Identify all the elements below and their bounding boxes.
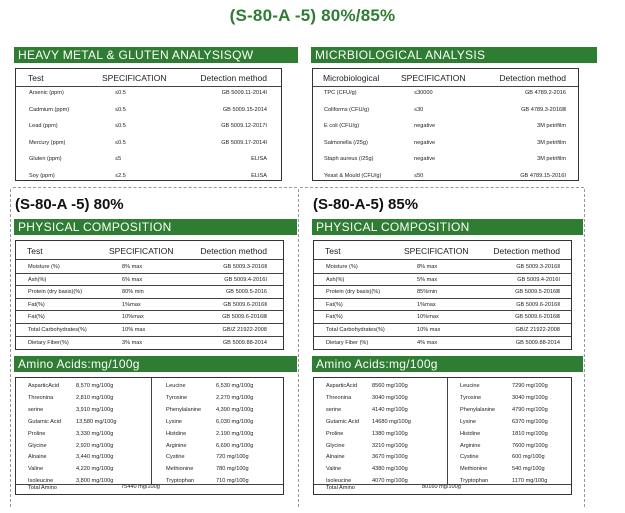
amino-column-divider [151,378,152,484]
table-row-test: Moisture (%) [326,264,358,270]
table-row-test: Dietary Fiber (%) [326,339,369,346]
table-row-spec: 80% min [122,289,144,296]
amino-acid-name: Isoleucine [28,478,54,485]
table-row-spec: 5% max [417,276,438,283]
amino-acid-value: 8560 mg/100g [372,383,408,389]
table-row-method: GB 5009.88-2014 [222,339,267,346]
amino-acid-name: Histdine [166,430,187,437]
amino-acid-value: 6,690 mg/100g [216,442,254,449]
amino-acid-value: 13,580 mg/100g [76,418,117,425]
amino-acid-name: Cystine [166,454,185,461]
table-row-spec: 10% max [417,327,441,333]
table-row-test: Moisture (%) [28,264,60,270]
table-row-test: Fat(%) [326,301,343,308]
table-row-test: Cadmium (ppm) [29,106,70,113]
amino-acid-name: Gutamic Acid [326,418,359,425]
table-row-method: GB 4789.3-2016Ⅲ [521,106,566,113]
table-row-method: GB 5009.3-2016Ⅱ [223,264,267,270]
table-row-method: GB 5009.6-2016Ⅱ [516,301,560,308]
table-row-spec: ≤2.5 [115,172,126,179]
table-row-spec: ≤0.5 [115,106,126,113]
amino-acid-name: Arginine [460,442,481,449]
total-amino-label: Total Amino [326,485,355,491]
amino-acid-value: 3,440 mg/100g [76,454,114,461]
table-row-test: Total Carbohydrates(%) [28,327,87,333]
amino-acid-value: 3040 mg/100g [512,394,548,401]
table-row-method: GB 5009.12-2017Ⅰ [221,123,267,129]
table-row-test: Coliforms (CFU/g) [324,106,370,113]
total-amino-value: 75440 mg/100g [121,484,160,490]
col-header-detection-method: Detection method [493,246,560,256]
table-row-spec: 4% max [417,339,438,346]
amino-acid-value: 14680 mg/100g [372,418,411,425]
table-row-spec: ≤0.5 [115,90,126,96]
amino-acid-value: 4,390 mg/100g [216,406,254,413]
table-row-test: Dietary Fiber(%) [28,339,69,346]
table-row-method: 3M petrifilm [537,123,566,129]
col-header-test: Test [28,73,44,83]
table-row-test: Staph aureus (/25g) [324,156,374,162]
amino-acid-value: 780 mg/100g [216,466,249,473]
right-subtitle: (S-80-A-5) 85% [313,196,419,213]
table-row-test: Ash(%) [28,276,47,283]
row-divider [16,310,283,311]
col-header-detection-method: Detection method [200,246,267,256]
row-divider [16,336,283,337]
amino-acid-name: Cystine [460,454,479,461]
right-physical-table [313,240,572,350]
amino-acid-name: Proline [326,430,344,437]
col-header-detection-method: Detection method [499,73,566,83]
row-divider [314,323,571,324]
amino-acid-name: Leucine [460,383,480,389]
amino-acid-value: 1170 mg/100g [512,478,548,485]
table-row-method: GB 5009.6-2016Ⅱ [223,301,267,308]
table-row-method: GB/Z 21922-2008 [515,327,560,333]
table-row-spec: 8% max [122,264,143,270]
header-divider [313,86,578,87]
col-header-test: Test [27,246,43,256]
amino-acid-value: 710 mg/100g [216,478,249,485]
amino-acid-value: 6370 mg/100g [512,418,548,425]
table-row-spec: ≤5 [115,156,122,162]
table-row-spec: 10%max [417,314,439,321]
table-row-test: Total Carbohydrates(%) [326,327,385,333]
col-header-specification: SPECIFICATION [404,246,469,256]
left-physical-table [15,240,284,350]
table-row-spec: negative [414,123,436,129]
table-row-test: Fat(%) [28,314,45,321]
table-row-test: Fat(%) [28,301,45,308]
table-row-test: Ash(%) [326,276,345,283]
amino-acid-name: AsparticAcid [28,383,60,389]
dashed-border-left [10,189,11,507]
table-row-spec: 8% max [417,264,438,270]
amino-acid-name: Alnaine [28,454,47,461]
amino-acid-name: Methionine [166,466,194,473]
table-row-method: GB 4789.2-2016 [524,90,566,96]
row-divider [16,285,283,286]
table-row-method: GB 5009.6-2016Ⅲ [515,314,560,321]
amino-acid-value: 7600 mg/100g [512,442,548,449]
amino-acid-value: 4,220 mg/100g [76,466,114,473]
amino-acid-name: serine [28,406,44,413]
table-row-method: ELISA [251,172,267,179]
amino-acid-value: 2,270 mg/100g [216,394,254,401]
amino-acid-value: 2,810 mg/100g [76,394,114,401]
table-row-test: Arsenic (ppm) [29,90,64,96]
row-divider [16,298,283,299]
header-divider [16,259,283,260]
table-row-method: GB 5009.5-2016Ⅲ [515,289,560,296]
amino-acid-name: Lysine [166,418,182,425]
amino-acid-name: Glycine [28,442,47,449]
amino-acid-name: Alnaine [326,454,345,461]
amino-acid-value: 3670 mg/100g [372,454,408,461]
right-physical-bar: PHYSICAL COMPOSITION [312,219,583,235]
table-row-test: E coli (CFU/g) [324,123,360,129]
amino-acid-value: 3,330 mg/100g [76,430,114,437]
table-row-method: 3M petrifilm [537,139,566,146]
header-divider [314,259,571,260]
amino-acid-name: Tyrosine [166,394,188,401]
table-row-test: Salmonella (/25g) [324,139,368,146]
amino-acid-value: 8,570 mg/100g [76,383,114,389]
table-row-test: Mercury (ppm) [29,139,66,146]
row-divider [314,336,571,337]
amino-acid-name: Tyrosine [460,394,482,401]
table-row-test: Yeast & Mould (CFU/g) [324,172,382,179]
col-header-specification: SPECIFICATION [401,73,466,83]
table-row-method: GB 5009.6-2016Ⅲ [222,314,267,321]
dashed-divider-left [13,187,297,188]
amino-acid-name: Gutamic Acid [28,418,61,425]
table-row-method: ELISA [251,156,267,162]
table-row-method: GB 5009.5-2016 [225,289,267,296]
table-row-method: GB 5009.15-2014 [222,106,267,113]
table-row-spec: ≤0.5 [115,123,126,129]
table-row-method: GB 5009.11-2014Ⅰ [221,90,267,96]
amino-acid-value: 1380 mg/100g [372,430,408,437]
table-row-spec: 10% max [122,327,146,333]
amino-acid-name: Threonina [326,394,352,401]
dashed-border-right [584,189,585,507]
table-row-test: TPC (CFU/g) [324,90,357,96]
table-row-spec: negative [414,156,436,162]
amino-acid-value: 7290 mg/100g [512,383,548,389]
heavy-metal-table [15,68,282,181]
table-row-spec: 1%max [122,301,141,308]
table-row-test: Gluten (ppm) [29,156,62,162]
amino-acid-value: 1810 mg/100g [512,430,548,437]
amino-acid-value: 6,530 mg/100g [216,383,254,389]
amino-acid-name: Isoleucine [326,478,352,485]
table-row-spec: 10%max [122,314,144,321]
amino-acid-name: Tryptophan [460,478,489,485]
amino-acid-value: 4140 mg/100g [372,406,408,413]
amino-acid-name: serine [326,406,342,413]
row-divider [16,323,283,324]
amino-acid-name: Lysine [460,418,476,425]
amino-acid-value: 4790 mg/100g [512,406,548,413]
table-row-method: 3M petrifilm [537,156,566,162]
table-row-test: Soy (ppm) [29,172,55,179]
table-row-test: Fat(%) [326,314,343,321]
amino-acid-name: Glycine [326,442,345,449]
table-row-test: Protein (dry basis)(%) [28,289,83,296]
table-row-spec: ≤30000 [414,90,433,96]
amino-acid-value: 2,190 mg/100g [216,430,254,437]
row-divider [16,273,283,274]
col-header-specification: SPECIFICATION [109,246,174,256]
dashed-border-middle [298,189,299,507]
table-row-spec: negative [414,139,436,146]
amino-acid-value: 540 mg/100g [512,466,545,473]
amino-acid-name: Proline [28,430,46,437]
amino-acid-name: Methionine [460,466,488,473]
left-physical-bar: PHYSICAL COMPOSITION [14,219,297,235]
page-title: (S-80-A -5) 80%/85% [229,6,396,25]
dashed-divider-right [300,187,584,188]
table-row-spec: ≤0.5 [115,139,126,146]
header-divider [16,86,281,87]
total-amino-label: Total Amino [28,485,57,491]
table-row-spec: ≤30 [414,106,424,113]
table-row-spec: ≤50 [414,172,424,179]
amino-acid-name: Threonina [28,394,54,401]
amino-acid-value: 2,920 mg/100g [76,442,114,449]
amino-acid-name: AsparticAcid [326,383,358,389]
amino-acid-name: Tryptophan [166,478,195,485]
col-header-test: Microbiological [323,73,380,83]
amino-acid-value: 4380 mg/100g [372,466,408,473]
amino-acid-name: Arginine [166,442,187,449]
row-divider [314,273,571,274]
table-row-method: GB 5009.3-2016Ⅱ [516,264,560,270]
amino-acid-value: 4070 mg/100g [372,478,408,485]
amino-acid-name: Histdine [460,430,481,437]
left-amino-table [15,377,284,495]
amino-acid-value: 3040 mg/100g [372,394,408,401]
left-subtitle: (S-80-A -5) 80% [15,196,124,213]
table-row-method: GB/Z 21922-2008 [222,327,267,333]
col-header-detection-method: Detection method [200,73,267,83]
table-row-spec: 6% max [122,276,143,283]
table-row-method: GB 5009.4-2016Ⅰ [224,276,267,283]
right-amino-table [313,377,572,495]
table-row-method: GB 5009.4-2016Ⅰ [517,276,560,283]
amino-acid-name: Valine [326,466,342,473]
table-row-method: GB 5009.88-2014 [515,339,560,346]
table-row-spec: 85%min [417,289,438,296]
amino-acid-value: 720 mg/100g [216,454,249,461]
heavy-metal-bar: HEAVY METAL & GLUTEN ANALYSISQW [14,47,298,63]
left-amino-bar: Amino Acids:mg/100g [14,356,297,372]
amino-acid-name: Phenylalanine [166,406,202,413]
col-header-specification: SPECIFICATION [102,73,167,83]
amino-acid-value: 3,910 mg/100g [76,406,114,413]
row-divider [314,298,571,299]
table-row-spec: 3% max [122,339,143,346]
row-divider [314,285,571,286]
amino-acid-name: Valine [28,466,44,473]
microbiological-bar: MICRBIOLOGICAL ANALYSIS [311,47,597,63]
row-divider [314,310,571,311]
table-row-spec: 1%max [417,301,436,308]
amino-column-divider [447,378,448,484]
amino-acid-name: Phenylalanine [460,406,496,413]
amino-acid-value: 3,800 mg/100g [76,478,114,485]
right-amino-bar: Amino Acids:mg/100g [312,356,583,372]
microbiological-table [312,68,579,181]
amino-acid-value: 600 mg/100g [512,454,545,461]
amino-acid-value: 3210 mg/100g [372,442,408,449]
table-row-method: GB 5009.17-2014Ⅰ [221,139,267,146]
table-row-method: GB 4789.15-2016Ⅰ [520,172,566,179]
col-header-test: Test [325,246,341,256]
total-amino-value: 80160 mg/100g [422,484,461,490]
table-row-test: Protein (dry basis)(%) [326,289,381,296]
amino-acid-value: 6,030 mg/100g [216,418,254,425]
amino-acid-name: Leucine [166,383,186,389]
table-row-test: Lead (ppm) [29,123,58,129]
